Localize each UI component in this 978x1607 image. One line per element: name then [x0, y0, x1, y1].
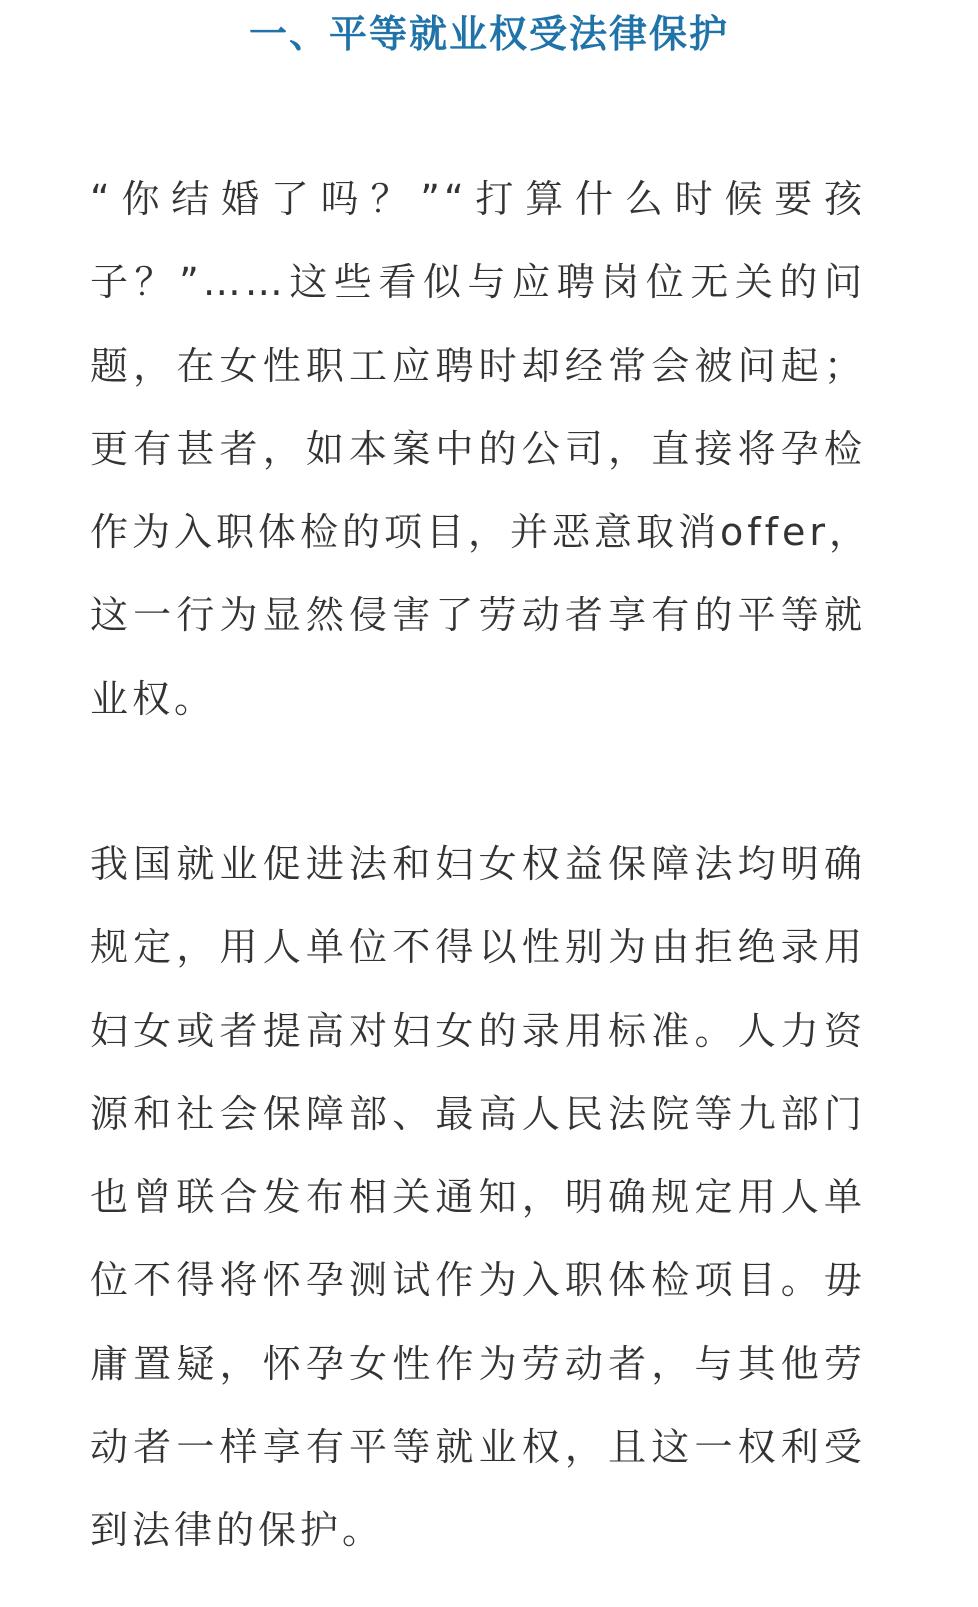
paragraph-line: 规定，用人单位不得以性别为由拒绝录用 [90, 925, 866, 970]
paragraph-line: 到法律的保护。 [90, 1508, 385, 1553]
paragraph-line: 业权。 [90, 676, 217, 721]
paragraph-line: 也曾联合发布相关通知，明确规定用人单 [90, 1175, 866, 1220]
paragraph-line: 位不得将怀孕测试作为入职体检项目。毋 [90, 1258, 866, 1303]
paragraph-line: 更有甚者，如本案中的公司，直接将孕检 [90, 426, 866, 471]
paragraph-line: 庸置疑，怀孕女性作为劳动者，与其他劳 [90, 1341, 866, 1386]
paragraph-line: 妇女或者提高对妇女的录用标准。人力资 [90, 1008, 866, 1053]
article-paragraph-1 [90, 158, 872, 741]
section-heading: 一、平等就业权受法律保护 [248, 12, 729, 56]
paragraph-line: 动者一样享有平等就业权，且这一权利受 [90, 1425, 866, 1470]
paragraph-line: 这一行为显然侵害了劳动者享有的平等就 [90, 593, 866, 638]
paragraph-line: 我国就业促进法和妇女权益保障法均明确 [90, 842, 866, 886]
paragraph-line: “你结婚了吗？”“打算什么时候要孩 [90, 177, 866, 221]
paragraph-line: 源和社会保障部、最高人民法院等九部门 [90, 1091, 866, 1136]
article-paragraph-2 [90, 823, 866, 1573]
paragraph-line: 题，在女性职工应聘时却经常会被问起； [90, 343, 866, 388]
paragraph-line: 作为入职体检的项目，并恶意取消offer， [90, 510, 872, 555]
paragraph-line: 子？”……这些看似与应聘岗位无关的问 [90, 260, 866, 305]
